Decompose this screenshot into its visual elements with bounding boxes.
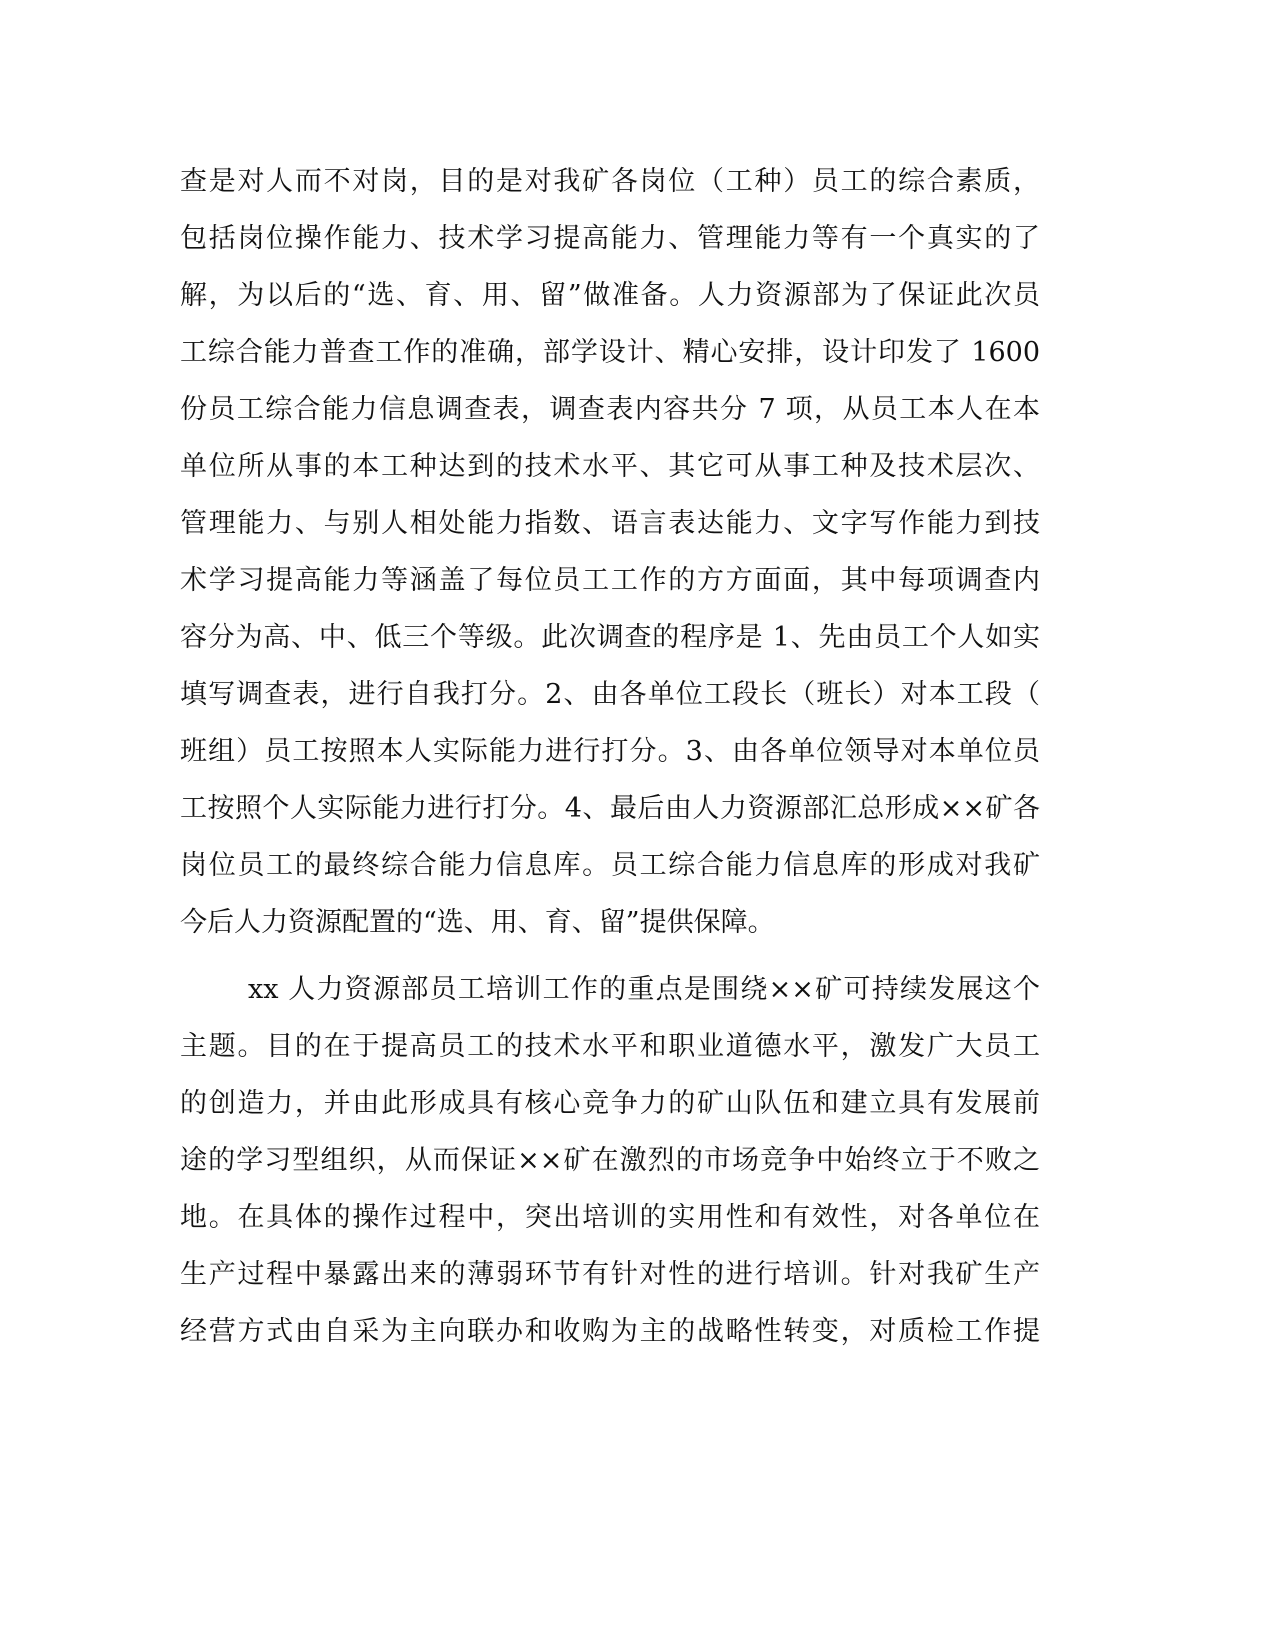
- text-line: 的创造力，并由此形成具有核心竞争力的矿山队伍和建立具有发展前: [180, 1088, 1040, 1119]
- text-line: 工综合能力普查工作的准确，部学设计、精心安排，设计印发了 1600: [180, 337, 1040, 368]
- text-line: 份员工综合能力信息调查表，调查表内容共分 7 项，从员工本人在本: [180, 394, 1040, 425]
- text-line: 经营方式由自采为主向联办和收购为主的战略性转变，对质检工作提: [180, 1316, 1040, 1347]
- text-line: 单位所从事的本工种达到的技术水平、其它可从事工种及技术层次、: [180, 451, 1040, 482]
- text-line: 工按照个人实际能力进行打分。4、最后由人力资源部汇总形成××矿各: [180, 793, 1040, 824]
- text-line: 今后人力资源配置的“选、用、育、留”提供保障。: [180, 907, 775, 938]
- text-line: 主题。目的在于提高员工的技术水平和职业道德水平，激发广大员工: [180, 1031, 1040, 1062]
- text-line: xx 人力资源部员工培训工作的重点是围绕××矿可持续发展这个: [248, 974, 1040, 1005]
- text-line: 包括岗位操作能力、技术学习提高能力、管理能力等有一个真实的了: [180, 223, 1040, 254]
- text-line: 管理能力、与别人相处能力指数、语言表达能力、文字写作能力到技: [180, 508, 1040, 539]
- text-line: 术学习提高能力等涵盖了每位员工工作的方方面面，其中每项调查内: [180, 565, 1040, 596]
- text-line: 生产过程中暴露出来的薄弱环节有针对性的进行培训。针对我矿生产: [180, 1259, 1040, 1290]
- text-line: 容分为高、中、低三个等级。此次调查的程序是 1、先由员工个人如实: [180, 622, 1040, 653]
- text-line: 解，为以后的“选、育、用、留”做准备。人力资源部为了保证此次员: [180, 280, 1040, 311]
- text-line: 岗位员工的最终综合能力信息库。员工综合能力信息库的形成对我矿: [180, 850, 1040, 881]
- text-line: 填写调查表，进行自我打分。2、由各单位工段长（班长）对本工段（: [180, 679, 1040, 710]
- text-line: 班组）员工按照本人实际能力进行打分。3、由各单位领导对本单位员: [180, 736, 1040, 767]
- text-line: 查是对人而不对岗，目的是对我矿各岗位（工种）员工的综合素质，: [180, 166, 1040, 197]
- text-line: 途的学习型组织，从而保证××矿在激烈的市场竞争中始终立于不败之: [180, 1145, 1040, 1176]
- text-line: 地。在具体的操作过程中，突出培训的实用性和有效性，对各单位在: [180, 1202, 1040, 1233]
